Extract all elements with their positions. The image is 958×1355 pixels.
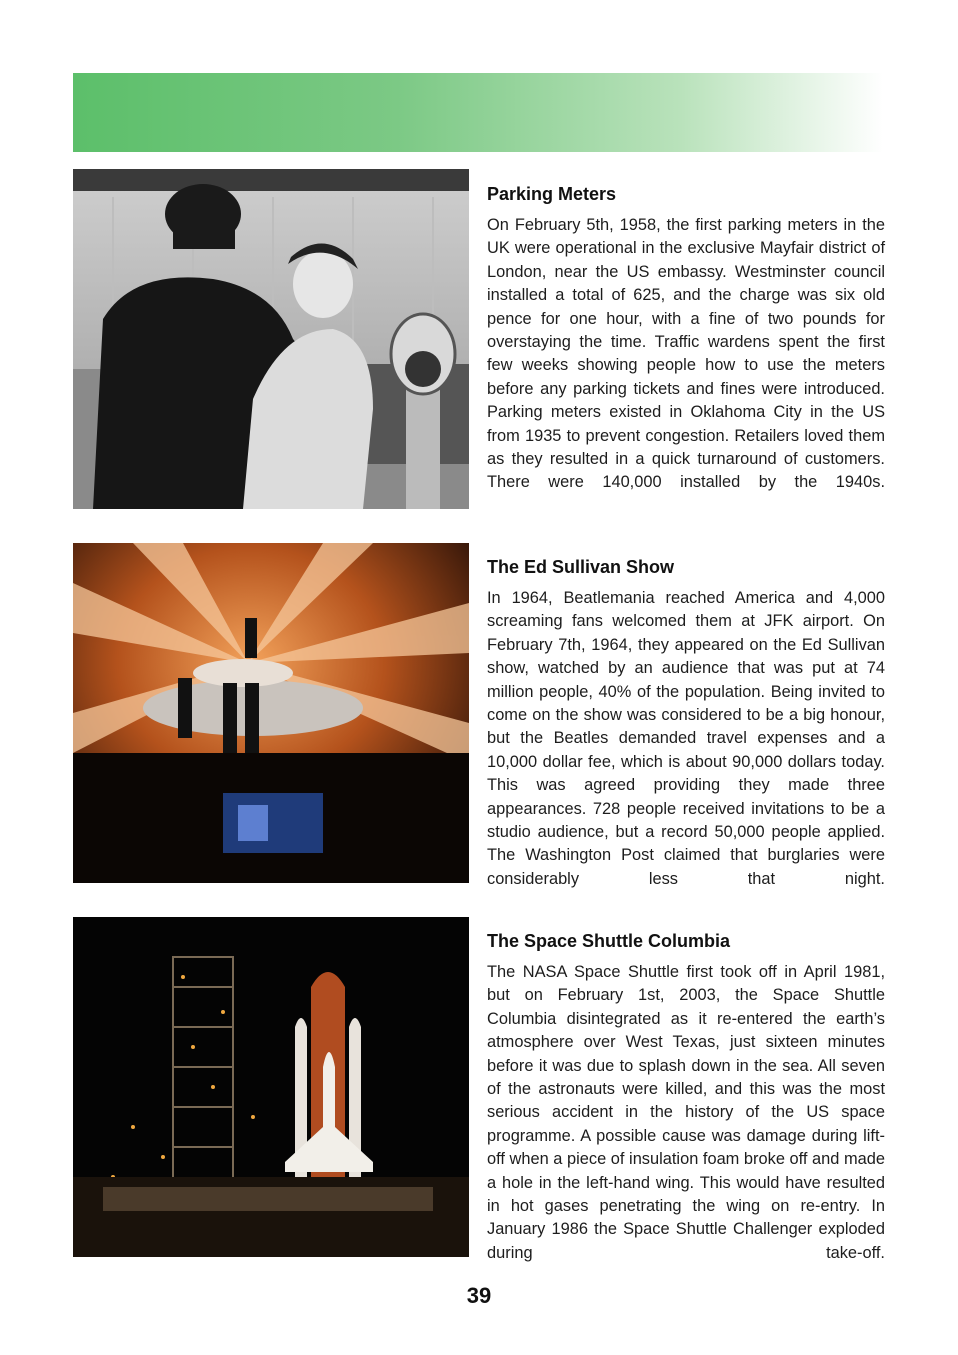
article-title: Parking Meters xyxy=(487,184,617,204)
space-shuttle-photo xyxy=(73,917,469,1257)
parking-meter-photo xyxy=(73,169,469,509)
article-body: In 1964, Beatlemania reached America and 4,000 screaming fans welcomed them at JFK airport. On February 7th, 1964, they appeared on the Ed Sullivan show, watched by an audience that was put at 74 million people, 40% of the population. Being invited to come on the show was considered to be a big honour, but the Beatles demanded travel expenses and a 10,000 dollar fee, which is about 90,000 dollars today. This was agreed providing they made three appearances. 728 people received invitations to be a studio audience, but a record 50,000 people applied. The Washington Post claimed that burglaries were considerably less that night. xyxy=(487,589,885,888)
article-title: The Space Shuttle Columbia xyxy=(487,931,731,951)
article-parking-meters xyxy=(487,183,885,495)
article-body: The NASA Space Shuttle first took off in April 1981, but on February 1st, 2003, the Space Shuttle Columbia disintegrated as it re-entered the earth’s atmosphere over West Texas, just sixteen minutes before it was due to splash down in the sea. All seven of the astronauts were killed, and this was the most serious accident in the history of the US space programme. A possible cause was damage during lift-off when a piece of insulation foam broke off and made a hole in the left-hand wing. This would have resulted in hot gases penetrating the wing on re-entry. In January 1986 the Space Shuttle Challenger exploded during take-off. xyxy=(487,963,885,1262)
page-number: 39 xyxy=(466,1283,492,1308)
article-body: On February 5th, 1958, the first parking meters in the UK were operational in the exclusive Mayfair district of London, near the US embassy. Westminster council installed a total of 625, and the charge was six old pence for one hour, with a fine of two pounds for overstaying the time. Traffic wardens spent the first few weeks showing people how to use the meters before any parking tickets and fines were introduced. Parking meters existed in Oklahoma City in the US from 1935 to prevent congestion. Retailers loved them as they resulted in a quick turnaround of customers. There were 140,000 installed by the 1940s. xyxy=(487,216,885,492)
article-ed-sullivan xyxy=(487,556,885,891)
article-space-shuttle xyxy=(487,930,885,1265)
ed-sullivan-photo xyxy=(73,543,469,883)
article-title: The Ed Sullivan Show xyxy=(487,557,675,577)
header-banner xyxy=(73,73,883,152)
